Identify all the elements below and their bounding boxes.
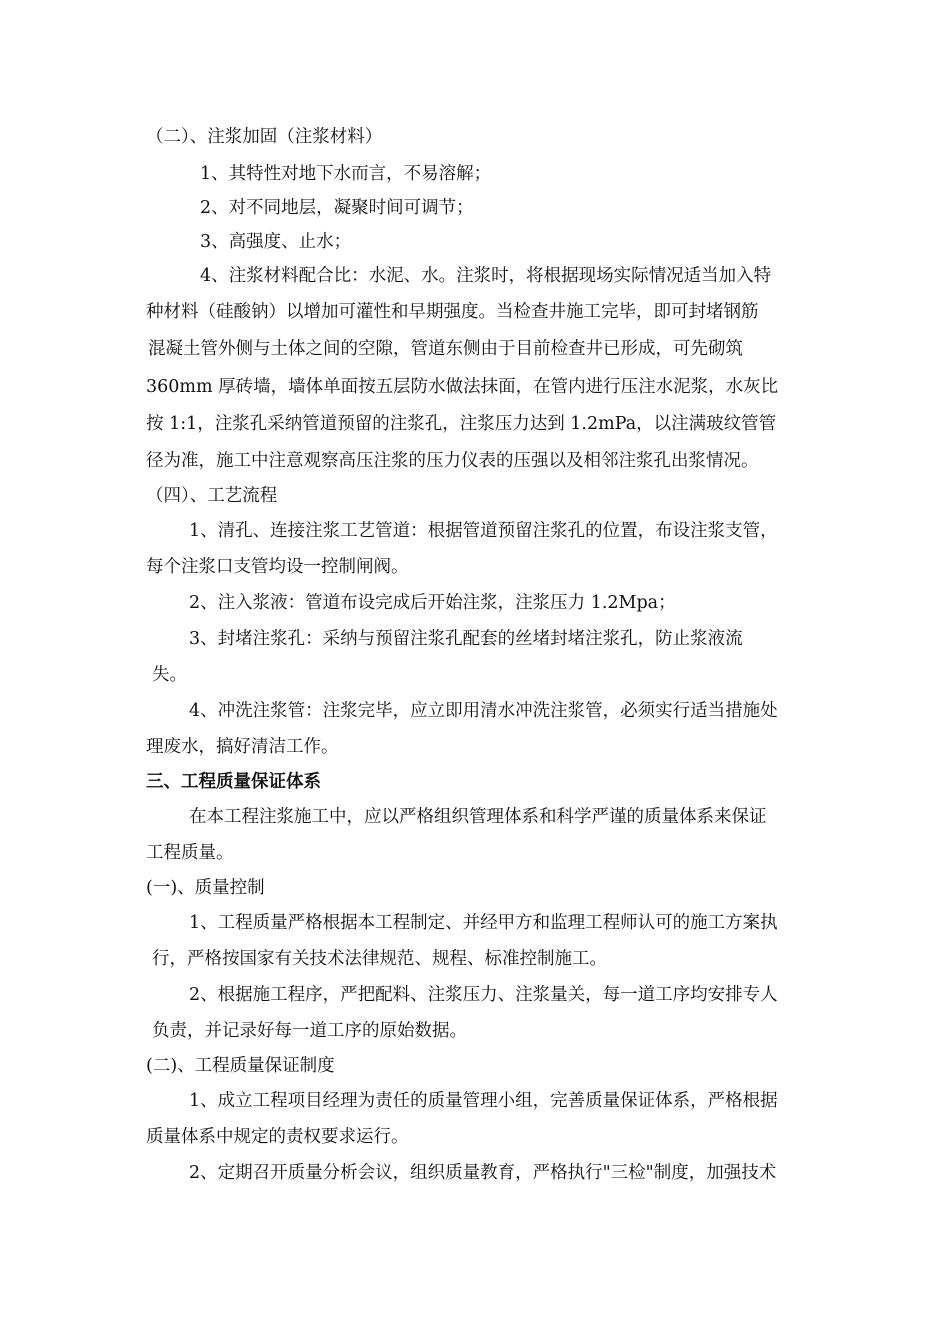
grout-item-4-line-6: 径为准，施工中注意观察高压注浆的压力仪表的压强以及相邻注浆孔出浆情况。 [146, 451, 759, 471]
process-item-1-line-1: 1、清孔、连接注浆工艺管道：根据管道预留注浆孔的位置，布设注浆支管， [189, 521, 778, 541]
quality-assurance-item-1-line-1: 1、成立工程项目经理为责任的质量管理小组，完善质量保证体系，严格根据 [189, 1091, 778, 1111]
process-item-4-line-1: 4、冲洗注浆管：注浆完毕，应立即用清水冲洗注浆管，必须实行适当措施处 [189, 701, 778, 721]
grout-item-4-line-3: 混凝土管外侧与土体之间的空隙，管道东侧由于目前检查井已形成，可先砌筑 [148, 339, 743, 359]
process-item-3-line-1: 3、封堵注浆孔：采纳与预留注浆孔配套的丝堵封堵注浆孔，防止浆液流 [189, 629, 743, 649]
quality-control-item-2-line-1: 2、根据施工程序，严把配料、注浆压力、注浆量关，每一道工序均安排专人 [189, 985, 778, 1005]
quality-control-item-1-line-2: 行，严格按国家有关技术法律规范、规程、标准控制施工。 [152, 949, 607, 969]
section-heading-quality-control: (一)、质量控制 [146, 878, 265, 898]
grout-item-4-line-4: 360mm 厚砖墙，墙体单面按五层防水做法抹面，在管内进行压注水泥浆，水灰比 [146, 377, 779, 397]
grout-item-2: 2、对不同地层，凝聚时间可调节； [200, 198, 474, 218]
grout-item-3: 3、高强度、止水； [200, 232, 352, 252]
quality-intro-line-2: 工程质量。 [146, 843, 234, 863]
quality-control-item-2-line-2: 负责，并记录好每一道工序的原始数据。 [152, 1021, 467, 1041]
grout-item-4-line-1: 4、注浆材料配合比：水泥、水。注浆时，将根据现场实际情况适当加入特 [200, 266, 772, 286]
process-item-3-line-2: 失。 [152, 665, 187, 685]
process-item-4-line-2: 理废水，搞好清洁工作。 [146, 737, 339, 757]
quality-assurance-item-2-line-1: 2、定期召开质量分析会议，组织质量教育，严格执行"三检"制度，加强技术 [189, 1163, 777, 1183]
process-item-1-line-2: 每个注浆口支管均设一控制闸阀。 [146, 557, 409, 577]
grout-item-4-line-5: 按 1:1，注浆孔采纳管道预留的注浆孔，注浆压力达到 1.2mPa，以注满玻纹管管 [146, 414, 777, 434]
section-heading-grouting: （二）、注浆加固（注浆材料） [146, 127, 383, 147]
quality-control-item-1-line-1: 1、工程质量严格根据本工程制定、并经甲方和监理工程师认可的施工方案执 [189, 913, 778, 933]
section-heading-process: （四）、工艺流程 [146, 486, 278, 506]
quality-assurance-item-1-line-2: 质量体系中规定的责权要求运行。 [146, 1127, 409, 1147]
section-heading-quality-assurance: (二)、工程质量保证制度 [146, 1056, 335, 1076]
grout-item-1: 1、其特性对地下水而言，不易溶解； [200, 164, 492, 184]
section-heading-quality-system: 三、工程质量保证体系 [146, 772, 321, 792]
process-item-2: 2、注入浆液：管道布设完成后开始注浆，注浆压力 1.2Mpa； [189, 593, 676, 613]
quality-intro-line-1: 在本工程注浆施工中，应以严格组织管理体系和科学严谨的质量体系来保证 [189, 807, 767, 827]
grout-item-4-line-2: 种材料（硅酸钠）以增加可灌性和早期强度。当检查井施工完毕，即可封堵钢筋 [146, 302, 759, 322]
